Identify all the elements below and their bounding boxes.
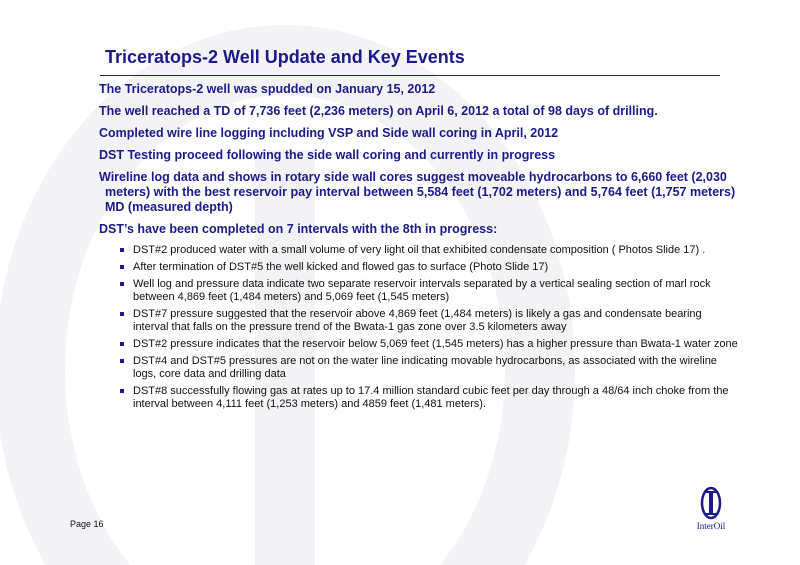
bullet-text: Well log and pressure data indicate two separate reservoir intervals separated by a vertical sealing section of marl rock between 4,869 feet (1,484 meters) and 5,069 feet (1,545 meters) [133,278,711,303]
headline-item: DST Testing proceed following the side wall coring and currently in progress [99,148,556,162]
bullet-suffix: . [699,244,706,256]
logo-text: InterOil [696,521,726,531]
bullet-square-icon [120,342,124,346]
content [99,82,739,415]
interoil-logo-icon [686,485,736,521]
bullet-text: DST#8 successfully flowing gas at rates up to 17.4 million standard cubic feet per day through a 48/64 inch choke from the interval between 4,111 feet (1,253 meters) and 4859 feet (1,481 meters). [133,385,729,410]
headline-item: The well reached a TD of 7,736 feet (2,236 meters) on April 6, 2012 a total of 98 days of drilling. [99,104,658,118]
bullet-square-icon [120,359,124,363]
page-title: Triceratops-2 Well Update and Key Events [105,47,465,67]
page-number: Page 16 [70,519,104,529]
bullet-text: After termination of DST#5 the well kicked and flowed gas to surface (Photo Slide 17) [133,261,549,273]
bullet-item [99,261,739,274]
bullet-square-icon [120,282,124,286]
bullet-item [99,278,739,304]
bullet-item [99,244,739,257]
title-divider [100,75,720,76]
headline-item: Wireline log data and shows in rotary side wall cores suggest moveable hydrocarbons to 6,660 feet (2,030 meters) with the best reservoir pay interval between 5,584 feet (1,702 meters) and 5,764 feet (1,757 meters) MD (measured depth) [99,170,736,214]
bullet-item [99,308,739,334]
company-logo [686,485,736,541]
bullet-item [99,355,739,381]
bullet-square-icon [120,248,124,252]
bullet-text: DST#7 pressure suggested that the reservoir above 4,869 feet (1,484 meters) is likely a gas and condensate bearing interval that falls on the pressure trend of the Bwata-1 gas zone over 3.5 kilometers away [133,308,702,333]
headline-item: DST’s have been completed on 7 intervals with the 8th in progress: [99,222,498,236]
bullet-text: DST#2 produced water with a small volume of very light oil that exhibited condensate composition ( Photos Slide 17) [133,244,700,256]
headline-item: The Triceratops-2 well was spudded on January 15, 2012 [99,82,436,96]
bullet-list [99,244,739,411]
bullet-square-icon [120,389,124,393]
bullet-item [99,385,739,411]
bullet-item [99,338,739,351]
bullet-square-icon [120,265,124,269]
bullet-text: DST#4 and DST#5 pressures are not on the water line indicating movable hydrocarbons, as associated with the wireline logs, core data and drilling data [133,355,717,380]
headline-item: Completed wire line logging including VSP and Side wall coring in April, 2012 [99,126,559,140]
bullet-text: DST#2 pressure indicates that the reservoir below 5,069 feet (1,545 meters) has a higher pressure than Bwata-1 water zone [133,338,738,350]
bullet-square-icon [120,312,124,316]
